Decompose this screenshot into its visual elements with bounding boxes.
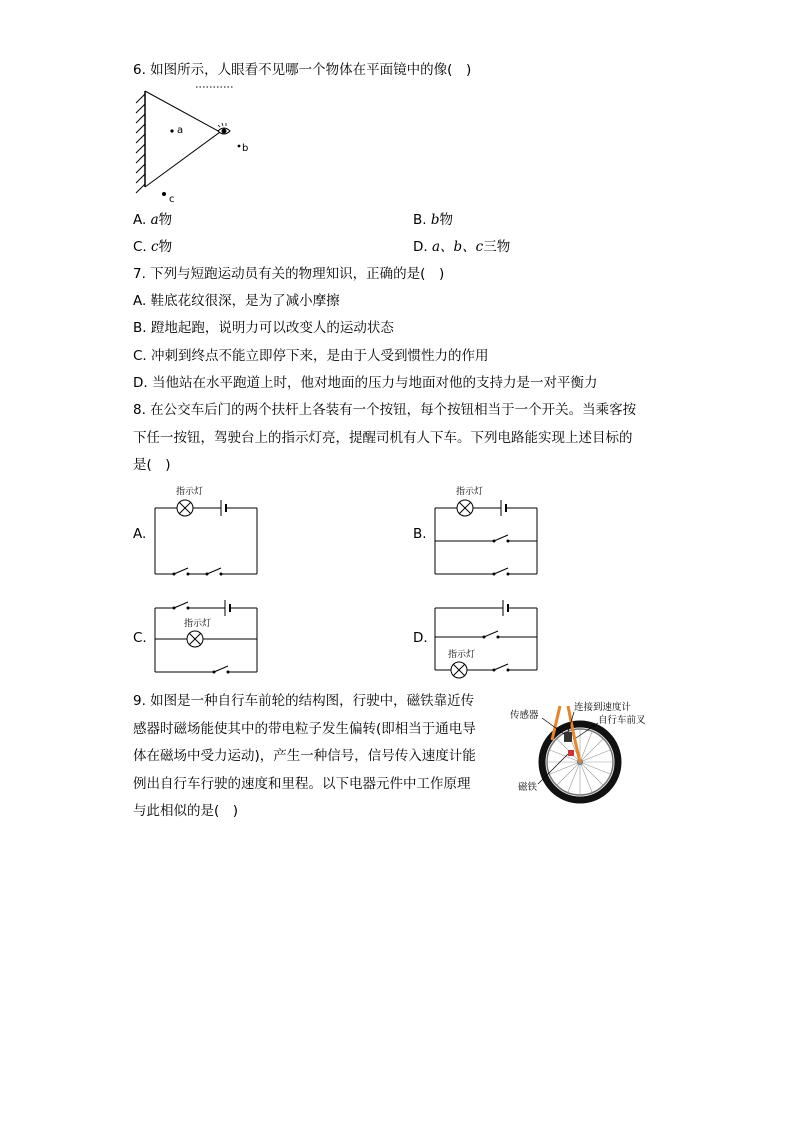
- lamp-label: 指示灯: [176, 487, 204, 497]
- lamp-label: 指示灯: [448, 650, 476, 660]
- q9-bicycle-wheel-figure: [508, 696, 668, 806]
- q6-mirror-figure: [128, 82, 268, 204]
- q6-option-d[interactable]: D. a、b、c三物: [413, 239, 511, 255]
- q7-stem: 7. 下列与短跑运动员有关的物理知识，正确的是( ): [133, 266, 445, 282]
- label-fork: 自行车前叉: [598, 715, 646, 726]
- q8-stem-line-2: 下任一按钮，驾驶台上的指示灯亮，提醒司机有人下车。下列电路能实现上述目标的: [133, 430, 633, 446]
- circuit-a-diagram: [150, 482, 265, 582]
- label-magnet: 磁铁: [518, 782, 538, 793]
- lamp-label: 指示灯: [456, 487, 484, 497]
- q9-stem-line-1: 9. 如图是一种自行车前轮的结构图，行驶中，磁铁靠近传: [133, 693, 475, 709]
- label-sensor: 传感器: [510, 710, 539, 721]
- point-c-label: c: [169, 194, 175, 204]
- q8-stem-line-3: 是( ): [133, 457, 171, 473]
- q8-stem-line-1: 8. 在公交车后门的两个扶杆上各装有一个按钮，每个按钮相当于一个开关。当乘客按: [133, 402, 637, 418]
- eye-icon: [218, 123, 230, 134]
- circuit-c-key[interactable]: C.: [133, 630, 147, 646]
- q6-option-c[interactable]: C. c物: [133, 239, 173, 255]
- circuit-b-diagram: [430, 482, 545, 582]
- q7-option-b[interactable]: B. 蹬地起跑，说明力可以改变人的运动状态: [133, 320, 394, 336]
- circuit-c-diagram: [150, 595, 265, 680]
- q7-option-a[interactable]: A. 鞋底花纹很深，是为了减小摩擦: [133, 293, 340, 309]
- q6-option-b[interactable]: B. b物: [413, 212, 454, 228]
- point-b-label: b: [242, 143, 249, 154]
- q9-stem-line-4: 例出自行车行驶的速度和里程。以下电器元件中工作原理: [133, 776, 471, 792]
- q9-stem-line-2: 感器时磁场能使其中的带电粒子发生偏转(即相当于通电导: [133, 721, 476, 737]
- q6-option-a[interactable]: A. a物: [133, 212, 173, 228]
- circuit-d-key[interactable]: D.: [413, 630, 428, 646]
- q6-stem: 6. 如图所示，人眼看不见哪一个物体在平面镜中的像( ): [133, 62, 472, 78]
- circuit-b-key[interactable]: B.: [413, 526, 427, 542]
- point-a-label: a: [177, 125, 184, 136]
- sensor-icon: [564, 732, 572, 742]
- q7-option-c[interactable]: C. 冲刺到终点不能立即停下来，是由于人受到惯性力的作用: [133, 348, 489, 364]
- circuit-a-key[interactable]: A.: [133, 526, 147, 542]
- label-connect-speedometer: 连接到速度计: [574, 702, 632, 713]
- circuit-d-diagram: [430, 595, 545, 680]
- q9-stem-line-3: 体在磁场中受力运动)，产生一种信号，信号传入速度计能: [133, 748, 476, 764]
- magnet-icon: [568, 750, 574, 756]
- lamp-label: 指示灯: [184, 619, 212, 629]
- q7-option-d[interactable]: D. 当他站在水平跑道上时，他对地面的压力与地面对他的支持力是一对平衡力: [133, 375, 598, 391]
- q9-stem-line-5: 与此相似的是( ): [133, 803, 239, 819]
